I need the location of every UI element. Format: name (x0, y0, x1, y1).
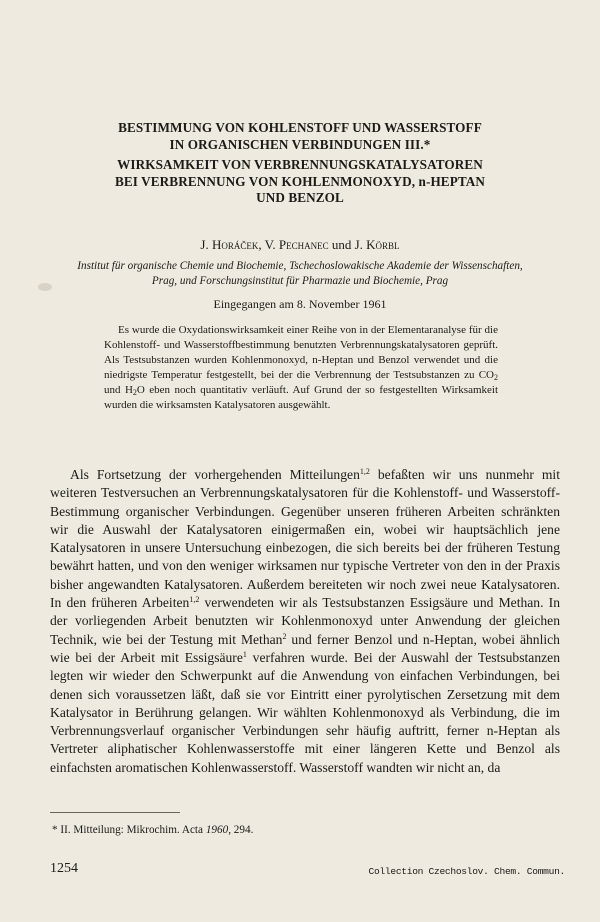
journal-name: Collection Czechoslov. Chem. Commun. (368, 866, 565, 877)
citation-ref-2: 1,2 (189, 595, 200, 605)
author-separator-1: , V. (258, 237, 279, 252)
author-1-name: Horáček (211, 237, 259, 252)
author-1-initial: J. (200, 237, 212, 252)
author-list (60, 237, 540, 253)
abstract-subscript-1: 2 (494, 373, 498, 383)
abstract-text-3: O eben noch quantitativ verläuft. Auf Grund der so festgestellten Wirksamkeit wurden die wirksamsten Katalysatoren ausgewählt. (104, 384, 498, 412)
page-number: 1254 (50, 861, 78, 876)
affiliation-line-2: Prag, und Forschungsinstitut für Pharmazie und Biochemie, Prag (151, 275, 449, 287)
footnote-year: 1960 (205, 824, 229, 836)
main-title (60, 120, 540, 153)
subtitle (60, 157, 540, 207)
abstract (104, 323, 498, 414)
footnote-pages: , 294. (228, 824, 254, 836)
abstract-subscript-2: 2 (132, 388, 137, 398)
main-title-line-2: IN ORGANISCHEN VERBINDUNGEN III.* (169, 136, 431, 152)
affiliation (40, 259, 560, 289)
body-text-3: verwendeten wir als Testsubstanzen Essigsäure und Methan. In der vorliegenden Arbeit benutzten wir Kohlenmonoxyd unter Anwendung der gleichen Technik, wie bei der Testung mit Methan (50, 595, 561, 647)
subtitle-line-1: WIRKSAMKEIT VON VERBRENNUNGSKATALYSATOREN (117, 157, 483, 172)
body-text-2: befaßten wir uns nunmehr mit weiteren Testversuchen an Verbrennungskatalysatoren für die Kohlenstoff- und Wasserstoff-Bestimmung organischer Verbindungen. Gegenüber unseren früheren Arbeiten schränkten wir die Auswahl der Katalysatoren einigermaßen ein, wobei wir hauptsächlich jene Katalysatoren in unsere Untersuchung einbezogen, die sich bereits bei der früheren Testung bewährt hatten, und von den weniger wirksamen nur typische Vertreter von den in der Praxis bisher angewandten Katalysatoren. Außerdem bereiteten wir noch zwei neue Katalysatoren. In den früheren Arbeiten (50, 467, 560, 611)
footnote-text: * II. Mitteilung: Mikrochim. Acta (52, 824, 206, 836)
abstract-text-1: Es wurde die Oxydationswirksamkeit einer Reihe von in der Elementaranalyse für die Kohlenstoff- und Wasserstoffbestimmung benutzten Verbrennungskatalysatoren geprüft. Als Testsubstanzen wurden Kohlenmonoxyd, n-Heptan und Benzol verwendet und die niedrigste Temperatur festgestellt, bei der die Verbrennung der Testsubstanzen zu CO (104, 324, 498, 382)
body-text-1: Als Fortsetzung der vorhergehenden Mitteilungen (70, 467, 360, 482)
author-2-name: Pechanec (278, 237, 329, 252)
body-text-4: und ferner Benzol und n-Heptan, wobei ähnlich wie bei der Arbeit mit Essigsäure (50, 631, 560, 665)
main-title-line-1: BESTIMMUNG VON KOHLENSTOFF UND WASSERSTOFF (118, 120, 482, 135)
body-paragraph (50, 466, 560, 777)
author-separator-2: und J. (328, 237, 367, 252)
citation-ref-3: 2 (282, 631, 287, 641)
body-text-5: verfahren wurde. Bei der Auswahl der Testsubstanzen legten wir wieder den Schwerpunkt auf die Anwendung von einfachen Verbindungen, bei denen sich voraussetzen läßt, daß sie vor Eintritt einer pyrolytischen Zersetzung mit dem Katalysator in Berührung gelangen. Wir wählten Kohlenmonoxyd als Verbindung, die im Verbrennungsverlauf organischer Verbindungen sehr häufig auftritt, ferner n-Heptan als Vertreter aliphatischer Kohlenwasserstoffe mit einer längeren Kette und Benzol als einfachsten aromatischen Kohlenwasserstoff. Wasserstoff wandten wir nicht an, da (50, 649, 560, 775)
citation-ref-1: 1,2 (359, 467, 370, 476)
received-date: Eingegangen am 8. November 1961 (213, 297, 387, 311)
footnote (52, 824, 253, 836)
footnote-rule (50, 812, 180, 813)
abstract-text-2: und H (104, 384, 133, 397)
citation-ref-4: 1 (242, 649, 247, 659)
print-smudge (38, 283, 52, 291)
subtitle-line-3: UND BENZOL (256, 190, 344, 205)
subtitle-line-2: BEI VERBRENNUNG VON KOHLENMONOXYD, n-HEPTAN (114, 173, 486, 189)
affiliation-line-1: Institut für organische Chemie und Biochemie, Tschechoslowakische Akademie der Wissenschaften, (77, 260, 523, 272)
author-3-name: Körbl (366, 237, 400, 252)
